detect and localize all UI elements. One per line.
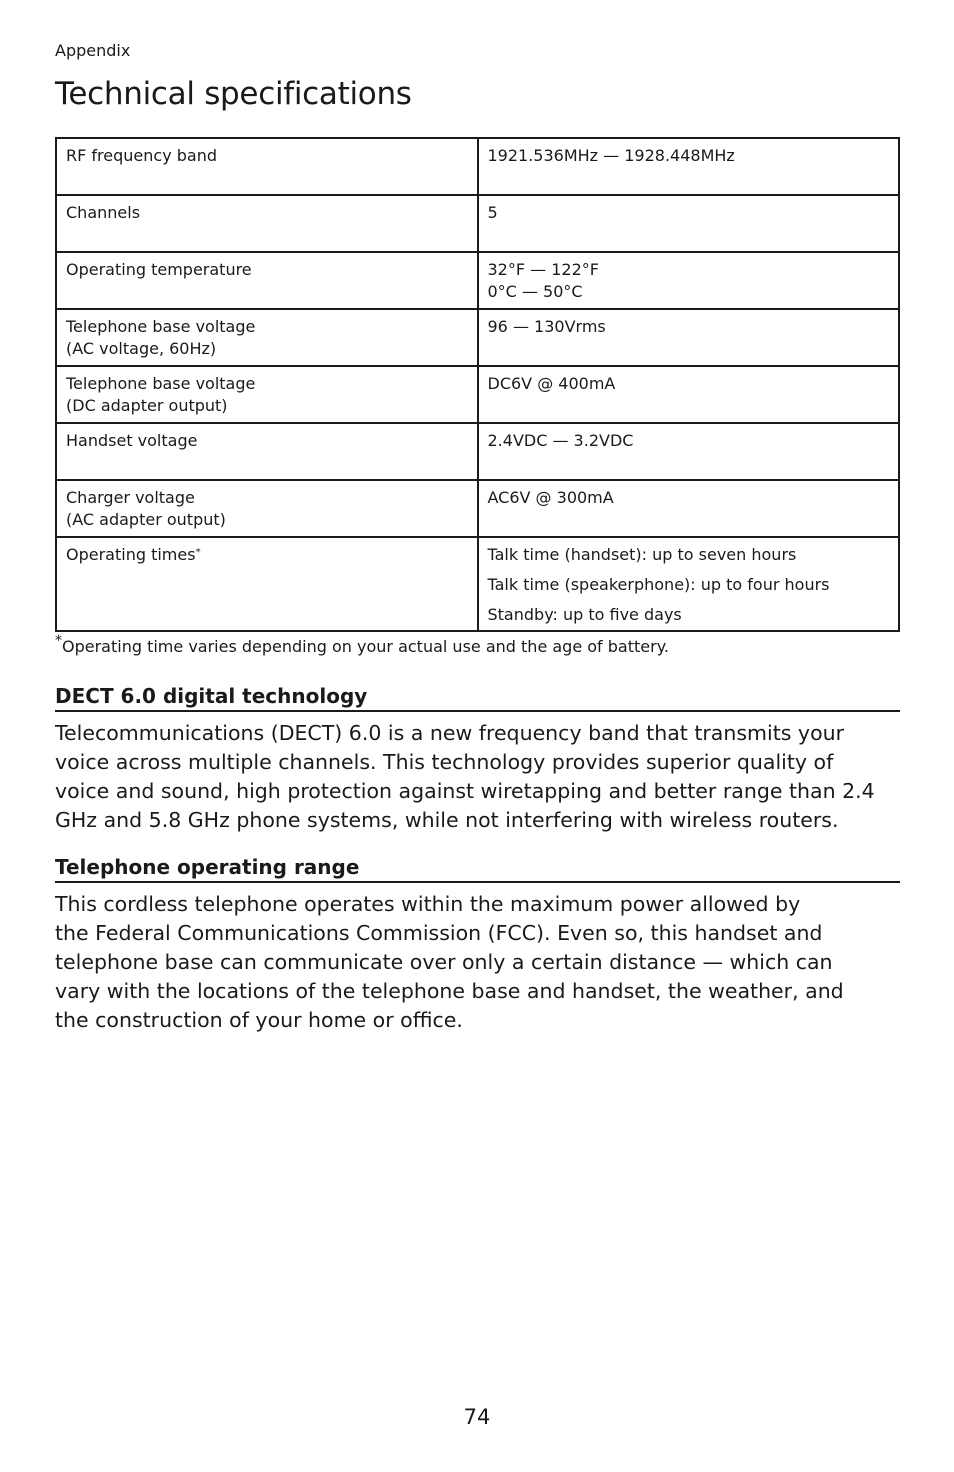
spec-value: 5 [478, 195, 900, 252]
spec-value: 32°F — 122°F 0°C — 50°C [478, 252, 900, 309]
table-row [56, 480, 899, 537]
dect-paragraph: Telecommunications (DECT) 6.0 is a new frequency band that transmits your voice across multiple channels. This technology provides superior quality of voice and sound, high protection against wiretapping and better range than 2.4 GHz and 5.8 GHz phone systems, while not interfering with wireless routers. [55, 721, 875, 832]
range-paragraph: This cordless telephone operates within the maximum power allowed by the Federal Communications Commission (FCC). Even so, this handset and telephone base can communicate over only a certain distance — which can vary with the locations of the telephone base and handset, the weather, and the construction of your home or office. [55, 892, 844, 1032]
spec-value: 2.4VDC — 3.2VDC [478, 423, 900, 480]
spec-label: Telephone base voltage (AC voltage, 60Hz) [56, 309, 478, 366]
spec-label [56, 537, 478, 631]
spec-label: Channels [56, 195, 478, 252]
page-title: Technical specifications [55, 76, 412, 112]
table-row [56, 366, 899, 423]
spec-label: Telephone base voltage (DC adapter output) [56, 366, 478, 423]
spec-label-text: Operating times [66, 545, 196, 564]
dect-heading: DECT 6.0 digital technology [55, 684, 900, 712]
spec-value: 1921.536MHz — 1928.448MHz [478, 138, 900, 195]
spec-label: Operating temperature [56, 252, 478, 309]
table-row [56, 252, 899, 309]
range-heading: Telephone operating range [55, 855, 900, 883]
footnote [55, 633, 669, 656]
spec-label: RF frequency band [56, 138, 478, 195]
spec-value: Talk time (handset): up to seven hours Talk time (speakerphone): up to four hours Standby: up to five days [478, 537, 900, 631]
table-row [56, 537, 899, 631]
table-row [56, 195, 899, 252]
table-row [56, 423, 899, 480]
page-number: 74 [463, 1405, 491, 1429]
footnote-marker: * [195, 547, 201, 558]
spec-label: Charger voltage (AC adapter output) [56, 480, 478, 537]
spec-value: DC6V @ 400mA [478, 366, 900, 423]
spec-value: AC6V @ 300mA [478, 480, 900, 537]
spec-label: Handset voltage [56, 423, 478, 480]
table-row [56, 309, 899, 366]
spec-value: 96 — 130Vrms [478, 309, 900, 366]
table-row [56, 138, 899, 195]
specifications-table [55, 137, 900, 632]
footnote-text: Operating time varies depending on your actual use and the age of battery. [62, 637, 669, 656]
footnote-marker: * [55, 633, 62, 649]
section-label: Appendix [55, 41, 131, 60]
